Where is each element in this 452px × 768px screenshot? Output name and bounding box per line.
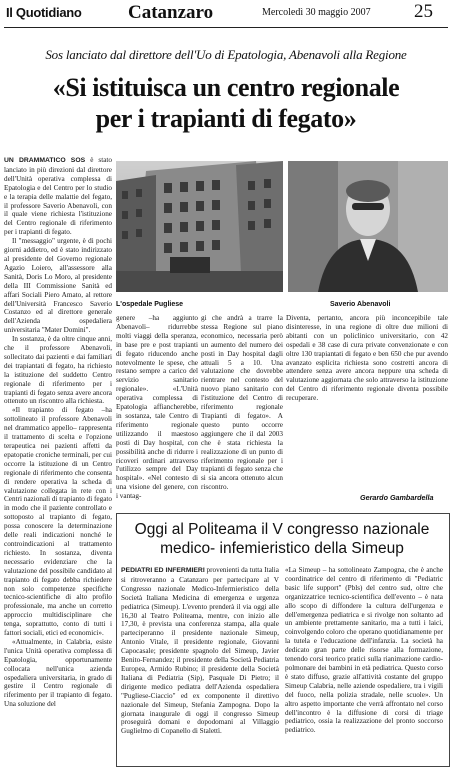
page-number: 25 xyxy=(414,1,433,22)
masthead-divider xyxy=(4,27,448,28)
portrait-photo-caption: Saverio Abenavoli xyxy=(330,301,391,308)
article2-headline-line2: medico- infemieristico della Simeup xyxy=(160,540,404,557)
article1-column-1 xyxy=(4,156,112,766)
article2-column-1: PEDIATRI ED INFERMIERI provenienti da tutta Italia si ritroveranno a Catanzaro per partecipare al V Congresso nazionale Medico-Infermieristico della Società Italiana Medicina di emergenza e urgenza pediatrica (Simeup). L'evento prenderà il via oggi alle 16,30 al Teatro Politeama, mentre, con inizio alle 17,30, è prevista una conferenza stampa, alla quale parteciperanno il presidente nazionale Simeup, Antonio Vitale, il presidente regionale, Giovanni Capocasale; presidente spagnolo del Simeup, Javier Benito-Fernandez; il presidente della Società Pediatria Europea, Armido Rubino; il presidente della Società Italiana di Pediatria (Sip), Pasquale Di Pietro; il dirigente medico pediatra dell'Azienda ospedaliera "Pugliese-Ciaccio" ed ex componente il direttivo nazionale del Simeup, Stefania Zampogna. Dopo la giornata inaugurale di oggi il congresso Simeup proseguirà domani e dopodomani al Villaggio Guglielmo di Copanello di Stalettì. xyxy=(121,566,279,736)
issue-date: Mercoledì 30 maggio 2007 xyxy=(262,7,371,18)
article1-kicker: Sos lanciato dal direttore dell'Uo di Epatologia, Abenavoli alla Regione xyxy=(45,47,407,62)
masthead xyxy=(0,0,452,26)
article1-lead-caps: UN DRAMMATICO SOS xyxy=(4,157,86,164)
article1-column-2: genere –ha aggiunto Abenavoli– ridurrebbe molti viaggi della speranza, in base pre e post trapianti di fegato riducendo anche notevolmente le spese, che restano sempre a carico del servizio sanitario regionale». «L'Unità operativa complessa di Epatologia affiancherebbe, in sostanza, tale Centro di riferimento regionale utilizzando il maestoso posti di Day hospital, con possibilità anche di ridurre i ricoveri ordinari attraverso l'utilizzo sempre del Day hospital». «Nel contesto di una visione del genere, con i vantag- xyxy=(116,314,198,501)
article1-signature: Gerardo Gambardella xyxy=(360,493,434,502)
article1-column-3: gi che andrà a trarre la stessa Regione sul piano economico, necessaria però un aumento del numero dei posti in Day hospital dagli attuali 5 a 10. Una valutazione che dovrebbe rientrare nel contesto del nuovo piano sanitario con l'istituzione del Centro di riferimento regionale Trapianti di fegato». A questo punto occorre aggiungere che il dal 2003 che è stata richiesta la realizzazione di un punto di riferimento regionale per i trapianti di fegato senza che si sia ancora ottenuto alcun riscontro. xyxy=(201,314,283,492)
article1-headline-line1: «Si istituisca un centro regionale xyxy=(52,73,400,102)
article1-headline-line2: per i trapianti di fegato» xyxy=(95,104,357,133)
hospital-photo-caption: L'ospedale Pugliese xyxy=(116,301,184,308)
article1-column-4: Diventa, pertanto, ancora più inconcepibile tale disinteresse, in una regione di oltre due milioni di abitanti con un policlinico universitario, con 42 ospedali e 38 case di cura private convenzionate e con oltre 130 trapiantati di fegato e ben 650 che pur avendo avanzato esplicita richiesta sono costretti ancora di attendere senza avere ancora neppure una scheda di valutazione aggiornata che solo attraverso la istituzione del Centro di riferimento regionale diventa possibile recuperare. xyxy=(286,314,448,403)
article2-headline xyxy=(116,520,448,558)
article1-headline xyxy=(4,72,448,134)
article2-column-2: «La Simeup – ha sottolineato Zampogna, che è anche coordinatrice del centro di riferimento di "Pediatric basic life support" (Pbls) del centro sud, oltre che organizzatrice tecnico-scientifica dell'evento – è nata allo scopo di diffondere la cultura dell'urgenza e dell'emergenza pediatrica e si rivolge non soltanto ad un ambiente prettamente sanitario, ma a tutti i laici, coinvolgendo coloro che operano quotidianamente per la tutela e l'educazione dell'infanzia. La società ha dedicato gran parte delle risorse alla formazione, tenendo corsi teorico pratici sulla rianimazione cardio-polmonare dei bambini in età pediatrica. Questo corso è stato diffuso, grazie all'attività costante del gruppo Simeup Calabria, nelle aziende ospedaliere, tra i vigili del fuoco, nella polizia stradale, nelle scuole». Un altro aspetto importante che verrà affrontato nel corso dell'incontro è la diffusione di corsi di triage pediatrico, ossia la realizzazione del pronto soccorso pediatrico. xyxy=(285,566,443,735)
article2-lead-caps: PEDIATRI ED INFERMIERI xyxy=(121,567,205,574)
article1-paragraph-2: Il "messaggio" urgente, è di pochi giorni addietro, ed è stato indirizzato al presidente del Governo regionale Agazio Loiero, all'assessore alla Sanità, Doris Lo Moro, al presidente della III Commissione Sanità ed affari Sociali Piero Amato, al rettore dell'Università Francesco Saverio Costanzo ed al direttore generale dell'Azienda ospedaliera universitaria "Mater Domini". xyxy=(4,237,112,335)
article1-paragraph-4: «Il trapianto di fegato –ha sottolineato il professore Abenavoli nel drammatico appello– rappresenta il trattamento di scelta e l'opzione terapeutica nei pazienti affetti da epatopatie croniche terminali, per cui occorre la istituzione di un Centro regionale di riferimento che consenta di rendere operativa la scheda di valutazione collegata in rete con i Centri nazionali di trapianto di fegato in modo che il paziente controllato e sottoposto al trapianto di fegato, possa conoscere la determinazione delle reali indicazioni nonché le controindicazioni al trattamento richiesto. In sostanza, diventa necessario evidenziare che la valutazione del possibile candidato al trapianto di fegato debba richiedere non solo competenze specifiche tecnico-scientifiche di alto profilo professionale, ma anche un corretto approccio multidisciplinare che tenga, soprattutto, conto di tutti i fattori sociali, etici ed economici». xyxy=(4,406,112,638)
article1-paragraph-3: In sostanza, è da oltre cinque anni, che il professore Abenavoli, sollecitato dai pazienti e dai familiari dei trapiantati di fegato, ha richiesto la istituzione del suddetto Centro regionale di riferimento per i trapianti di fegato senza avere ancora ottenuto un riscontro alla richiesta. xyxy=(4,335,112,406)
section-title: Catanzaro xyxy=(128,2,214,23)
article1-paragraph-1: UN DRAMMATICO SOS è stato lanciato in più direzioni dal direttore dell'Unità operativa complessa di Epatologia e del Centro per lo studio e la terapia delle malattie del fegato, il professore Saverio Abenavoli, con il quale viene richiesta l'istituzione del Centro regionale di riferimento per i trapianti di fegato. xyxy=(4,156,112,237)
portrait-photo xyxy=(288,161,448,292)
hospital-photo xyxy=(116,161,283,292)
article1-paragraph-5: «Attualmente, in Calabria, esiste l'unica Unità operativa complessa di Epatologia, opportunamente collocata nell'unica azienda ospedaliera universitaria, in grado di gestire il Centro regionale di riferimento per il trapianto di fegato. Una soluzione del xyxy=(4,637,112,709)
article2-headline-line1: Oggi al Politeama il V congresso nazionale xyxy=(134,521,430,538)
newspaper-logo: Il Quotidiano xyxy=(6,5,82,20)
